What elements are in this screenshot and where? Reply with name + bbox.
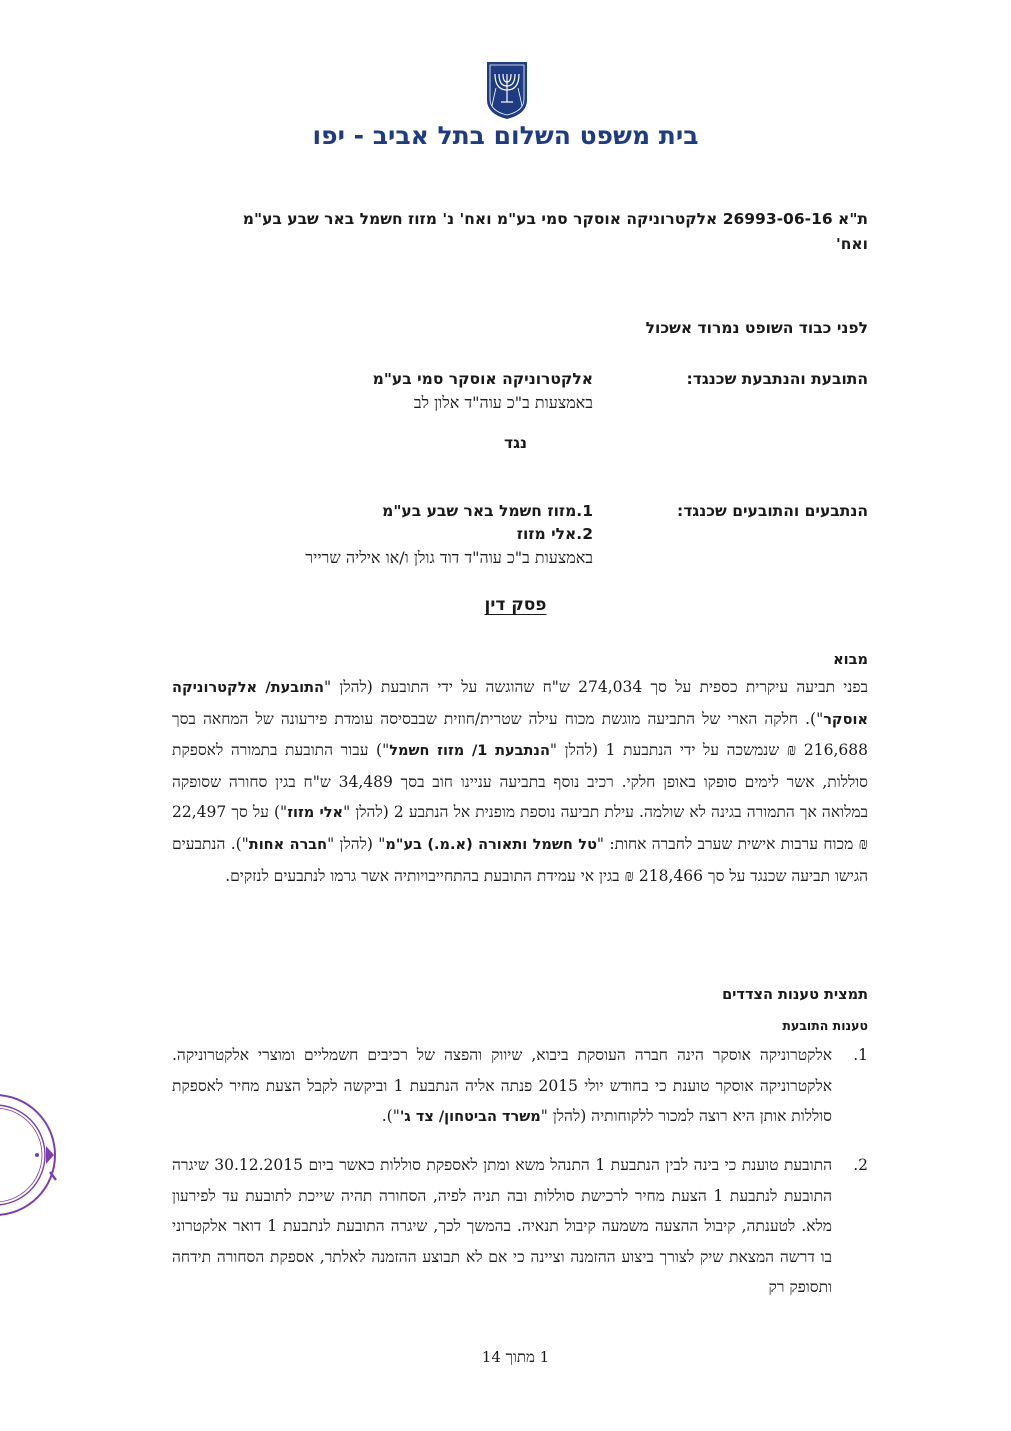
intro-paragraph: בפני תביעה עיקרית כספית על סך 274,034 ש"ח שהוגשה על ידי התובעת (להלן "התובעת/ אלקטרוניקה אוסקר"). חלקה הארי של התביעה מוגשת מכוח עילה שטרית/חוזית שבבסיסה עומדת פירעונה של המחאה בסך 216,688 ₪ שנמשכה על ידי הנתבעת 1 (להלן "הנתבעת 1/ מזוז חשמל") עבור התובעת בתמורה לאספקת סוללות, אשר לימים סופקו באופן חלקי. רכיב נוסף בתביעה עניינו חוב בסך 34,489 ש"ח בגין סחורה שסופקה במלואה אך התמורה בגינה לא שולמה. עילת תביעה נוספת מופנית אל הנתבע 2 (להלן "אלי מזוז") על סך 22,497 ₪ מכוח ערבות אישית שערב לחברה אחות: "טל חשמל ותאורה (א.מ.) בע"מ" (להלן "חברה אחות"). הנתבעים הגישו תביעה שכנגד על סך 218,466 ₪ בגין אי עמידת התובעת בהתחייבויותיה אשר גרמו לנתבעים לנזקים.	[172, 678, 868, 885]
defined-term-sister-company: חברה אחות	[248, 836, 328, 853]
judge-line: לפני כבוד השופט נמרוד אשכול	[645, 319, 868, 337]
defendants-counsel: באמצעות ב"כ עוה"ד דוד גולן ו/או איליה שרייר	[305, 548, 593, 567]
list-item-number: 2.	[853, 1156, 868, 1174]
defendant-1: 1.מזוז חשמל באר שבע בע"מ	[382, 502, 593, 520]
list-item-text: אלקטרוניקה אוסקר הינה חברה העוסקת ביבוא, שיווק והפצה של רכיבים חשמליים ומוצרי אלקטרוניקה. אלקטרוניקה אוסקר טוענת כי בחודש יולי 2015 פנתה אליה הנתבעת 1 וביקשה לקבל הצעת מחיר לאספקת סוללות אותן היא רוצה למכור ללקוחותיה (להלן "משרד הביטחון/ צד ג'").	[172, 1046, 832, 1126]
plaintiff-claims-subheading: טענות התובעת	[782, 1018, 868, 1033]
court-name: בית משפט השלום בתל אביב - יפו	[312, 121, 699, 150]
defendants-label: הנתבעים והתובעים שכנגד:	[677, 502, 868, 520]
plaintiff-name: אלקטרוניקה אוסקר סמי בע"מ	[372, 370, 593, 388]
case-title-line-1: ת"א 26993-06-16 אלקטרוניקה אוסקר סמי בע"מ ואח' נ' מזוז חשמל באר שבע בע"מ	[242, 210, 868, 228]
list-item-text: התובעת טוענת כי בינה לבין הנתבעת 1 התנהל משא ומתן לאספקת סוללות כאשר ביום 30.12.2015 שיגרה התובעת לנתבעת 1 הצעת מחיר לרכישת סוללות ובה תניה לפיה, הסחורה תהיה שייכת לתובעת עד לפירעון מלא. לטענתה, קיבול ההצעה משמעה קיבול תנאיה. בהמשך לכך, שיגרה התובעת לנתבעת 1 דואר אלקטרוני בו דרשה המצאת שיק לצורך ביצוע ההזמנה וציינה כי אם לא תבוצע ההזמנה לאלתר, אספקת הסחורה תידחה ותסופק רק	[172, 1156, 833, 1297]
intro-heading: מבוא	[833, 652, 868, 668]
list-item	[172, 1040, 868, 1133]
verdict-title: פסק דין	[484, 595, 547, 615]
defined-term-defendant-1: הנתבעת 1/ מזוז חשמל	[389, 743, 550, 760]
defined-term-mod: משרד הביטחון/ צד ג'	[399, 1109, 541, 1126]
case-title	[138, 207, 868, 257]
defined-term-defendant-2: אלי מזוז	[287, 805, 344, 822]
versus-label: נגד	[503, 434, 528, 452]
page-number: 1 מתוך 14	[481, 1348, 550, 1366]
plaintiff-label: התובעת והנתבעת שכנגד:	[686, 370, 868, 388]
list-item-number: 1.	[853, 1046, 868, 1064]
court-stamp-icon	[0, 1090, 60, 1220]
menorah-emblem-icon	[484, 60, 530, 120]
defendant-2: 2.אלי מזוז	[516, 525, 593, 543]
defendants-block	[173, 500, 593, 569]
summary-heading: תמצית טענות הצדדים	[722, 987, 868, 1003]
plaintiff-block	[173, 368, 593, 414]
case-title-line-2: ואח'	[836, 235, 868, 253]
list-item	[172, 1150, 868, 1303]
sister-company-name: טל חשמל ותאורה (א.מ.) בע"מ	[385, 836, 597, 853]
plaintiff-counsel: באמצעות ב"כ עוה"ד אלון לב	[413, 393, 593, 412]
defined-term-plaintiff: התובעת/ אלקטרוניקה אוסקר	[172, 680, 868, 728]
